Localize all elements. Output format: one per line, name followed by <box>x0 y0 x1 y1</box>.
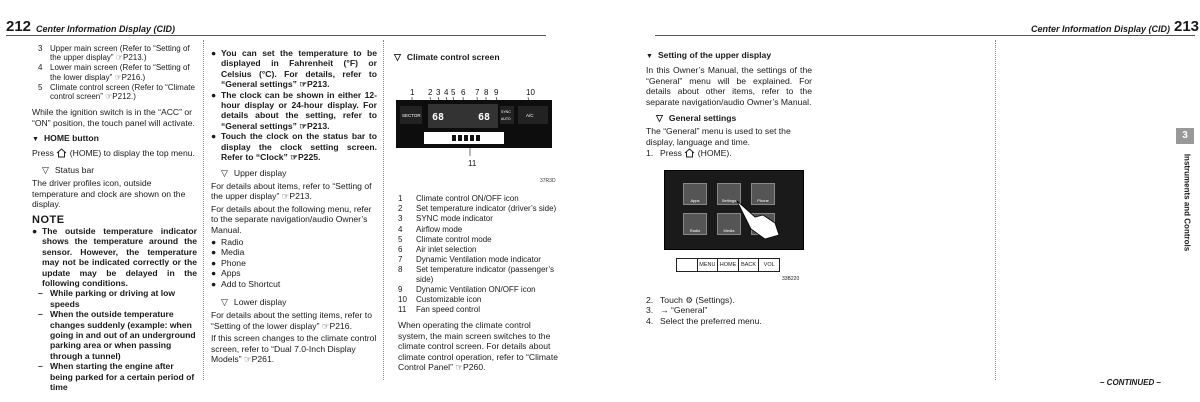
menu-item-text: Media <box>221 247 245 258</box>
list-num: 9 <box>398 284 403 294</box>
tile-radio: Radio <box>683 213 707 235</box>
bar-btn-home[interactable]: HOME <box>718 259 739 271</box>
list-num: 10 <box>398 295 407 305</box>
right-header-rule <box>655 35 1195 36</box>
list-text: Climate control ON/OFF icon <box>416 194 519 203</box>
home-figure-id: 33B220 <box>782 276 800 282</box>
note-dash: – While parking or driving at low speeds <box>38 288 197 309</box>
general-settings-heading: ▽ General settings <box>646 113 812 123</box>
step-pre: Press <box>660 148 682 159</box>
info-bullet-text: You can set the temperature to be displayed in Fahrenheit (°F) or Celsius (°C). For details, refer to “General settings” ☞P213. <box>221 48 377 90</box>
list-text: Set temperature indicator (driver’s side) <box>416 204 557 214</box>
column-divider <box>995 40 996 380</box>
list-text: Climate control mode <box>416 234 492 244</box>
bar-btn-vol[interactable]: VOL <box>763 262 775 268</box>
auto-label: AUTO <box>501 117 511 121</box>
list-text: Upper main screen (Refer to “Setting of the upper display” ☞P213.) <box>50 44 190 63</box>
lower-display-heading: ▽ Lower display <box>211 297 377 307</box>
general-settings-para: The “General” menu is used to set the display, language and time. <box>646 126 791 147</box>
settings-icon: ⚙ <box>685 295 694 305</box>
left-header-rule <box>6 35 546 36</box>
callout-1: 1 <box>410 88 415 97</box>
upper-display-para-1: For details about items, refer to “Setting of the upper display” ☞P213. <box>211 180 372 202</box>
home-paragraph <box>32 148 197 158</box>
upper-display-setting-para: In this Owner’s Manual, the settings of the “General” menu will be explained. For details about other items, refer to the separate navigation/audio Owner’s Manual. <box>646 65 812 107</box>
step-num: 2. <box>646 295 654 305</box>
step-2 <box>646 295 812 305</box>
step-1 <box>646 148 812 158</box>
chapter-title-vertical <box>1172 150 1198 260</box>
note-bullet-text: The outside temperature indicator shows the temperature around the sensor. However, the temperature may not be indicated correctly or the update may be delayed in the following conditions. <box>42 225 197 288</box>
continued-label: – CONTINUED – <box>1100 378 1161 387</box>
climate-screen-heading: ▽ Climate control screen <box>384 52 558 62</box>
note-bullet <box>32 226 197 288</box>
status-bar-heading: ▽ Status bar <box>32 165 197 175</box>
step-4 <box>646 316 812 326</box>
tile-settings: Settings <box>717 183 741 205</box>
menu-item: ● Add to Shortcut <box>211 279 377 289</box>
menu-item: ● Apps <box>211 268 377 278</box>
menu-item-text: Apps <box>221 268 241 279</box>
step-post: (HOME). <box>697 148 732 159</box>
info-bullet: ● The clock can be shown in either 12-hour display or 24-hour display. For details about the setting, refer to “General settings” ☞P213. <box>211 89 377 131</box>
left-running-title: Center Information Display (CID) <box>36 24 176 34</box>
step-text: Select the preferred menu. <box>660 315 762 326</box>
list-num: 8 <box>398 265 403 275</box>
tile-apps: Apps <box>683 183 707 205</box>
list-num: 5 <box>398 234 403 244</box>
note-dash-text: While parking or driving at low speeds <box>50 288 176 309</box>
bar-btn[interactable] <box>677 259 698 271</box>
callout-6: 6 <box>461 88 466 97</box>
upper-display-para-2: For details about the following menu, refer to the separate navigation/audio Owner’s Manual. <box>211 203 372 235</box>
note-dash: – When starting the engine after being parked for a certain period of time <box>38 361 197 392</box>
status-bar-paragraph: The driver profiles icon, outside temperature and clock are shown on the display. <box>32 178 186 210</box>
left-column-1 <box>32 44 197 392</box>
callout-5: 5 <box>451 88 456 97</box>
callout-7: 7 <box>475 88 480 97</box>
menu-item: ● Phone <box>211 258 377 268</box>
chapter-tab: 3 <box>1176 128 1194 144</box>
ignition-paragraph: While the ignition switch is in the “ACC” or “ON” position, the touch panel will activate. <box>32 107 195 128</box>
list-text: SYNC mode indicator <box>416 214 493 224</box>
home-screen-figure <box>664 170 804 250</box>
callout-8: 8 <box>484 88 489 97</box>
right-running-title: Center Information Display (CID) <box>1030 24 1170 34</box>
list-num: 6 <box>398 245 403 255</box>
column-divider <box>203 40 204 380</box>
menu-item-text: Radio <box>221 236 244 247</box>
list-text: Climate control screen (Refer to “Climate control screen” ☞P212.) <box>50 82 195 102</box>
list-text: Set temperature indicator (passenger’s side) <box>416 265 554 284</box>
list-text: Dynamic Ventilation ON/OFF icon <box>416 284 536 294</box>
lower-display-para-2: If this screen changes to the climate control screen, refer to “Dual 7.0-Inch Display Models” ☞P261. <box>211 333 377 364</box>
home-para-pre: Press <box>32 148 54 159</box>
step-text: → “General” <box>660 305 708 316</box>
home-icon <box>56 148 67 158</box>
list-num: 3 <box>398 214 403 224</box>
step-num: 4. <box>646 315 654 326</box>
list-num: 1 <box>398 194 403 203</box>
figure-id: 37R3D <box>540 178 556 184</box>
info-bullet-text: Touch the clock on the status bar to display the clock setting screen. Refer to “Clock” ☞P225. <box>221 131 377 163</box>
list-num: 4 <box>38 63 43 73</box>
lower-display-para-1: For details about the setting items, refer to “Setting of the lower display” ☞P216. <box>211 310 372 331</box>
right-column-steps <box>646 295 812 326</box>
menu-item: ● Radio <box>211 237 377 247</box>
right-column-1 <box>646 50 812 159</box>
list-text: Air inlet selection <box>416 245 477 255</box>
callout-4: 4 <box>444 88 449 97</box>
home-button-heading: ▼ HOME button <box>32 133 197 145</box>
climate-callout-list <box>398 194 558 372</box>
list-text: Fan speed control <box>416 305 481 315</box>
upper-display-heading: ▽ Upper display <box>211 168 377 178</box>
passenger-temp: 68 <box>478 112 491 123</box>
list-text: Dynamic Ventilation mode indicator <box>416 255 541 265</box>
info-bullet-text: The clock can be shown in either 12-hour display or 24-hour display. For details about the setting, refer to “General settings” ☞P213. <box>221 89 377 131</box>
left-page-number: 212 <box>6 18 32 35</box>
left-column-3 <box>390 52 558 62</box>
info-bullet: ● You can set the temperature to be displayed in Fahrenheit (°F) or Celsius (°C). For details, refer to “General settings” ☞P213. <box>211 48 377 90</box>
ac-label: A/C <box>526 113 534 118</box>
home-icon <box>684 148 695 158</box>
tile-media: Media <box>717 213 741 235</box>
info-bullet: ● Touch the clock on the status bar to display the clock setting screen. Refer to “Clock” ☞P225. <box>211 131 377 163</box>
menu-item: ● Media <box>211 247 377 257</box>
pointing-hand-icon <box>735 199 781 239</box>
callout-10: 10 <box>526 88 535 97</box>
left-column-2 <box>211 48 377 364</box>
list-num: 5 <box>38 82 43 92</box>
list-num: 2 <box>398 204 403 214</box>
bar-btn-back[interactable]: BACK <box>739 259 760 271</box>
climate-paragraph: When operating the climate control system, the main screen switches to the climate control screen. For details about climate control operation, refer to “Climate Control Panel” ☞P260. <box>398 320 559 373</box>
bullet-dot: ● <box>32 225 38 236</box>
home-para-post: (HOME) to display the top menu. <box>69 148 195 159</box>
note-dash-text: When starting the engine after being parked for a certain period of time <box>50 361 195 392</box>
list-text: Lower main screen (Refer to “Setting of the lower display” ☞P216.) <box>50 63 190 82</box>
list-num: 3 <box>38 44 43 53</box>
step-num: 1. <box>646 148 654 159</box>
list-num: 11 <box>398 305 407 315</box>
list-text: Customizable icon <box>416 295 482 305</box>
step-pre: Touch <box>660 295 683 305</box>
right-page-number: 213 <box>1174 18 1200 35</box>
step-num: 3. <box>646 305 654 316</box>
step-post: (Settings). <box>695 295 735 305</box>
list-num: 4 <box>398 224 403 234</box>
callout-11: 11 <box>468 159 477 168</box>
menu-item-text: Phone <box>221 257 246 268</box>
bar-btn-menu[interactable]: MENU <box>698 259 719 271</box>
step-3 <box>646 305 812 315</box>
column-divider <box>383 40 384 380</box>
sync-label: SYNC <box>501 110 511 114</box>
climate-control-figure <box>392 86 558 186</box>
list-text: Airflow mode <box>416 224 463 234</box>
note-dash: – When the outside temperature changes suddenly (example: when going in and out of an underground parking area or when passing through a tunnel) <box>38 309 196 361</box>
upper-display-setting-heading: ▼ Setting of the upper display <box>646 50 812 62</box>
note-heading: NOTE <box>32 214 65 227</box>
driver-temp: 68 <box>432 112 445 123</box>
note-dash-text: When the outside temperature changes suddenly (example: when going in and out of an underground parking area or when passing through a tunnel) <box>50 309 196 361</box>
list-num: 7 <box>398 255 403 265</box>
home-button-bar <box>676 258 780 272</box>
menu-item-text: Add to Shortcut <box>221 278 281 289</box>
sector-label: SECTOR <box>402 113 421 118</box>
chapter-title: Instruments and Controls <box>1182 153 1192 252</box>
tile-phone: Phone <box>751 183 775 205</box>
callout-3: 3 <box>436 88 441 97</box>
callout-2: 2 <box>428 88 433 97</box>
callout-9: 9 <box>494 88 499 97</box>
